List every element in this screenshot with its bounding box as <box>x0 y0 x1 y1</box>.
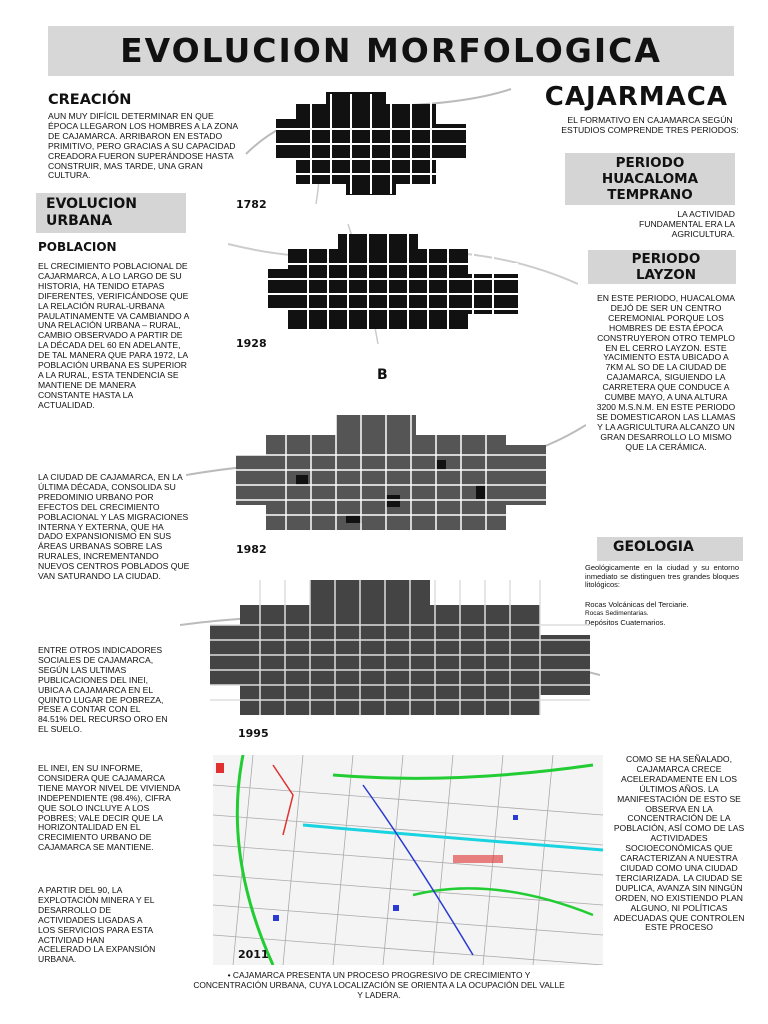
map-year-1928: 1928 <box>236 337 267 350</box>
evolucion-heading: EVOLUCION URBANA <box>46 196 137 229</box>
geologia-item: Rocas Sedimentarias. <box>585 610 649 617</box>
map-year-1995: 1995 <box>238 727 269 740</box>
poblacion-paragraph-2: LA CIUDAD DE CAJAMARCA, EN LA ÚLTIMA DÉCADA, CONSOLIDA SU PREDOMINIO URBANO POR EFECTOS DEL CRECIMIENTO POBLACIONAL Y LAS MIGRACIONES INTERNA Y EXTERNA, QUE HA DADO EXPANSIONISMO EN SUS ÁREAS URBANAS SOBRE LAS RURALES, INCREMENTANDO NUEVOS CENTROS POBLADOS QUE VAN SATURANDO LA CIUDAD. <box>38 472 190 582</box>
map-year-1982: 1982 <box>236 543 267 556</box>
huacaloma-text: LA ACTIVIDAD FUNDAMENTAL ERA LA AGRICULTURA. <box>639 209 735 239</box>
footer-text: • CAJAMARCA PRESENTA UN PROCESO PROGRESIVO DE CRECIMIENTO Y CONCENTRACIÓN URBANA, CUYA LOCALIZACIÓN SE ORIENTA A LA OCUPACIÓN DEL VALLE Y LADERA. <box>193 970 565 1000</box>
geologia-item: Rocas Volcánicas del Terciarie. <box>585 600 689 609</box>
geologia-box <box>597 537 743 561</box>
layzon-heading: PERIODO LAYZON <box>631 251 701 283</box>
poblacion-paragraph-5: A PARTIR DEL 90, LA EXPLOTACIÓN MINERA Y EL DESARROLLO DE ACTIVIDADES LIGADAS A LOS SERVICIOS PARA ESTA ACTIVIDAD HAN ACELERADO LA EXPANSIÓN URBANA. <box>38 885 156 965</box>
creacion-heading: CREACIÓN <box>48 92 132 108</box>
map-year-1782: 1782 <box>236 198 267 211</box>
formativo-text: EL FORMATIVO EN CAJAMARCA SEGÚN ESTUDIOS COMPRENDE TRES PERIODOS: <box>561 115 739 135</box>
map-1982 <box>186 385 586 545</box>
geologia-heading: GEOLOGIA <box>613 539 694 555</box>
layzon-box <box>588 250 736 284</box>
title-banner <box>48 26 734 76</box>
huacaloma-box <box>565 153 735 205</box>
page-title: EVOLUCION MORFOLOGICA <box>120 31 662 70</box>
huacaloma-heading: PERIODO HUACALOMA TEMPRANO <box>601 155 699 203</box>
poblacion-paragraph-3: ENTRE OTROS INDICADORES SOCIALES DE CAJAMARCA, SEGÚN LAS ULTIMAS PUBLICACIONES DEL INEI, UBICA A CAJAMARCA EN EL QUINTO LUGAR DE POBREZA, PESE A CONTAR CON EL 84.51% DEL RECURSO ORO EN EL SUELO. <box>38 645 168 735</box>
map-marker-b: B <box>377 367 388 383</box>
map-1928 <box>228 224 578 344</box>
concentracion-text: COMO SE HA SEÑALADO, CAJAMARCA CRECE ACELERADAMENTE EN LOS ÚLTIMOS AÑOS. LA MANIFESTACIÓN DE ESTO SE OBSERVA EN LA CONCENTRACIÓN DE LA POBLACIÓN, ASÍ COMO DE LAS ACTIVIDADES SOCIOECONÓMICAS QUE CARACTERIZAN A NUESTRA CIUDAD COMO UNA CIUDAD TERCIARIZADA. LA CIUDAD SE DUPLICA, AVANZA SIN NINGÚN ORDEN, NO EXISTIENDO PLAN ALGUNO, NI POLÍTICAS ADECUADAS QUE CONTROLEN ESTE PROCESO <box>613 754 745 933</box>
poblacion-heading: POBLACION <box>38 240 117 254</box>
layzon-text: EN ESTE PERIODO, HUACALOMA DEJÓ DE SER UN CENTRO CEREMONIAL PORQUE LOS HOMBRES DE ESTA ÉPOCA CONSTRUYERON OTRO TEMPLO EN EL CERRO LAYZON. ESTE YACIMIENTO ESTA UBICADO A 7KM AL SO DE LA CIUDAD DE CAJAMARCA, SIGUIENDO LA CARRETERA QUE CONDUCE A CUMBE MAYO, A UNA ALTURA 3200 M.S.N.M. EN ESTE PERIODO SE DOMESTICARON LAS LLAMAS Y LA AGRICULTURA ALCANZO UN GRAN DESARROLLO LO MISMO QUE LA CERÁMICA. <box>596 293 736 452</box>
map-1782 <box>236 84 516 210</box>
map-1995 <box>180 565 600 730</box>
geologia-intro: Geológicamente en la ciudad y su entorno inmediato se distinguen tres grandes bloques litológicos: <box>585 563 739 590</box>
map-2011 <box>213 755 603 965</box>
evolucion-box <box>36 193 186 233</box>
poblacion-paragraph-1: EL CRECIMIENTO POBLACIONAL DE CAJARMARCA, A LO LARGO DE SU HISTORIA, HA TENIDO ETAPAS DIFERENTES, VERIFICÁNDOSE QUE LA RELACIÓN RURAL-URBANA PAULATINAMENTE VA CAMBIANDO A UNA RELACIÓN URBANA – RURAL, CAMBIO OBSERVADO A PARTIR DE LA DÉCADA DEL 60 EN ADELANTE, DE TAL MANERA QUE PARA 1972, LA POBLACIÓN URBANA ES SUPERIOR A LA RURAL, ESTA TENDENCIA SE MANTIENE DE MANERA CONSTANTE HASTA LA ACTUALIDAD. <box>38 261 189 410</box>
poblacion-paragraph-4: EL INEI, EN SU INFORME, CONSIDERA QUE CAJAMARCA TIENE MAYOR NIVEL DE VIVIENDA INDEPENDIENTE (98.4%), CIFRA QUE SOLO INCLUYE A LOS POBRES; VALE DECIR QUE LA HORIZONTALIDAD EN EL CRECIMIENTO URBANO DE CAJAMARCA SE MANTIENE. <box>38 763 180 853</box>
geologia-list <box>585 600 739 627</box>
creacion-text: AUN MUY DIFÍCIL DETERMINAR EN QUE ÉPOCA LLEGARON LOS HOMBRES A LA ZONA DE CAJAMARCA. ARRIBARON EN ESTADO PRIMITIVO, PERO GRACIAS A SU CAPACIDAD CREADORA FUERON SUPERÁNDOSE HASTA CONSTRUIR, MAS TARDE, UNA GRAN CULTURA. <box>48 111 238 181</box>
city-title: CAJARMACA <box>544 82 728 112</box>
map-year-2011: 2011 <box>238 948 269 961</box>
geologia-item: Depósitos Cuaternarios. <box>585 618 666 627</box>
